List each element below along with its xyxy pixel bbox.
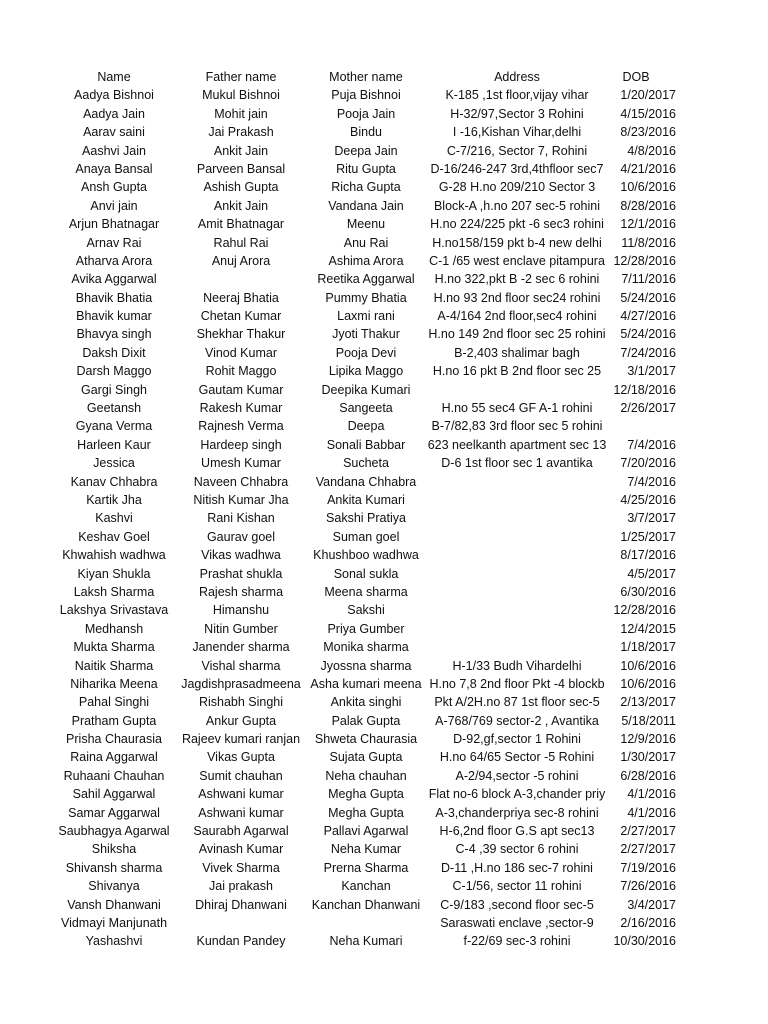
mother-name-cell[interactable]: Pummy Bhatia <box>325 290 407 305</box>
dob-cell[interactable]: 1/20/2017 <box>620 88 676 103</box>
name-cell[interactable]: Medhansh <box>84 621 144 636</box>
mother-name-cell[interactable]: Sakshi <box>347 603 385 618</box>
name-cell[interactable]: Geetansh <box>86 401 142 416</box>
dob-cell[interactable]: 4/25/2016 <box>620 492 676 507</box>
name-cell[interactable]: Aadya Jain <box>83 106 145 121</box>
table-row <box>0 234 768 252</box>
dob-cell[interactable]: 8/17/2016 <box>620 548 676 563</box>
mother-name-cell[interactable]: Khushboo wadhwa <box>313 548 419 563</box>
mother-name-cell[interactable]: Shweta Chaurasia <box>314 732 418 747</box>
name-cell[interactable]: Gargi Singh <box>80 382 147 397</box>
table-row <box>0 473 768 491</box>
table-row <box>0 197 768 215</box>
address-cell[interactable]: G-28 H.no 209/210 Sector 3 <box>438 180 596 195</box>
table-row <box>0 712 768 730</box>
dob-cell[interactable]: 10/6/2016 <box>620 180 676 195</box>
father-name-cell[interactable]: Chetan Kumar <box>200 309 282 324</box>
father-name-cell[interactable]: Prashat shukla <box>199 566 283 581</box>
dob-cell[interactable]: 12/28/2016 <box>613 603 676 618</box>
dob-cell[interactable]: 2/16/2016 <box>620 915 676 930</box>
table-row <box>0 785 768 803</box>
mother-name-cell[interactable]: Laxmi rani <box>337 309 395 324</box>
name-cell[interactable]: Yashashvi <box>85 934 143 949</box>
address-cell[interactable] <box>426 601 608 619</box>
father-name-cell[interactable]: Vikas Gupta <box>207 750 275 765</box>
name-cell[interactable]: Samar Aggarwal <box>68 805 160 820</box>
father-name-cell[interactable]: Rani Kishan <box>207 511 275 526</box>
dob-cell[interactable] <box>608 417 676 435</box>
father-name-cell[interactable]: Vikas wadhwa <box>201 548 281 563</box>
address-cell[interactable]: D-16/246-247 3rd,4thfloor sec7 <box>430 161 604 176</box>
mother-name-cell[interactable]: Ritu Gupta <box>336 161 396 176</box>
table-row <box>0 546 768 564</box>
mother-name-cell[interactable]: Kanchan Dhanwani <box>311 897 421 912</box>
dob-cell[interactable]: 12/18/2016 <box>613 382 676 397</box>
address-cell[interactable]: B-2,403 shalimar bagh <box>454 345 580 360</box>
table-row <box>0 804 768 822</box>
address-cell[interactable]: C-1 /65 west enclave pitampura <box>429 253 605 268</box>
mother-name-cell[interactable]: Sucheta <box>343 456 389 471</box>
father-name-cell[interactable]: Nitin Gumber <box>204 621 278 636</box>
address-cell[interactable]: K-185 ,1st floor,vijay vihar <box>445 88 589 103</box>
father-name-cell[interactable]: Rahul Rai <box>213 235 269 250</box>
mother-name-cell[interactable]: Asha kumari meena <box>310 676 422 691</box>
address-cell[interactable]: H.no 224/225 pkt -6 sec3 rohini <box>430 217 604 232</box>
name-cell[interactable]: Anaya Bansal <box>75 161 153 176</box>
header-dob[interactable]: DOB <box>622 70 650 84</box>
header-mother-name[interactable]: Mother name <box>329 70 403 84</box>
name-cell[interactable]: Aadya Bishnoi <box>74 88 154 103</box>
father-name-cell[interactable]: Naveen Chhabra <box>193 474 289 489</box>
father-name-cell[interactable]: Neeraj Bhatia <box>203 290 279 305</box>
name-cell[interactable]: Khwahish wadhwa <box>62 548 166 563</box>
dob-cell[interactable]: 3/4/2017 <box>627 897 676 912</box>
father-name-cell[interactable]: Mohit jain <box>214 106 268 121</box>
name-cell[interactable]: Harleen Kaur <box>77 437 151 452</box>
address-cell[interactable]: H.no158/159 pkt b-4 new delhi <box>432 235 602 250</box>
table-row <box>0 289 768 307</box>
dob-cell[interactable]: 8/28/2016 <box>620 198 676 213</box>
dob-cell[interactable]: 7/24/2016 <box>620 345 676 360</box>
father-name-cell[interactable]: Gautam Kumar <box>198 382 284 397</box>
father-name-cell[interactable]: Ashwani kumar <box>198 805 284 820</box>
mother-name-cell[interactable]: Megha Gupta <box>328 805 404 820</box>
father-name-cell[interactable]: Janender sharma <box>192 640 290 655</box>
table-row <box>0 105 768 123</box>
mother-name-cell[interactable]: Lipika Maggo <box>328 364 404 379</box>
name-cell[interactable]: Prisha Chaurasia <box>66 732 162 747</box>
table-row <box>0 436 768 454</box>
address-cell[interactable]: f-22/69 sec-3 rohini <box>463 934 571 949</box>
dob-cell[interactable]: 7/19/2016 <box>620 860 676 875</box>
address-cell[interactable]: Pkt A/2H.no 87 1st floor sec-5 <box>434 695 600 710</box>
table-row <box>0 86 768 104</box>
table-row <box>0 215 768 233</box>
table-row <box>0 417 768 435</box>
mother-name-cell[interactable]: Ankita singhi <box>330 695 402 710</box>
address-cell[interactable]: C-7/216, Sector 7, Rohini <box>446 143 588 158</box>
address-cell[interactable]: A-4/164 2nd floor,sec4 rohini <box>437 309 597 324</box>
name-cell[interactable]: Naitik Sharma <box>74 658 154 673</box>
address-cell[interactable]: H.no 7,8 2nd floor Pkt -4 blockb <box>429 676 605 691</box>
table-row <box>0 748 768 766</box>
father-name-cell[interactable]: Rishabh Singhi <box>198 695 284 710</box>
dob-cell[interactable]: 10/6/2016 <box>620 676 676 691</box>
address-cell[interactable]: I -16,Kishan Vihar,delhi <box>452 125 582 140</box>
address-cell[interactable] <box>426 546 608 564</box>
address-cell[interactable]: Saraswati enclave ,sector-9 <box>440 915 594 930</box>
father-name-cell[interactable]: Rajesh sharma <box>198 584 284 599</box>
table-row <box>0 491 768 509</box>
father-name-cell[interactable]: Ankit Jain <box>213 143 269 158</box>
table-row <box>0 932 768 950</box>
mother-name-cell[interactable]: Vandana Jain <box>328 198 404 213</box>
father-name-cell[interactable]: Hardeep singh <box>200 437 282 452</box>
father-name-cell[interactable]: Vishal sharma <box>201 658 281 673</box>
father-name-cell[interactable]: Saurabh Agarwal <box>193 824 289 839</box>
dob-cell[interactable]: 5/24/2016 <box>620 290 676 305</box>
name-cell[interactable]: Mukta Sharma <box>73 640 155 655</box>
mother-name-cell[interactable]: Megha Gupta <box>328 787 404 802</box>
father-name-cell[interactable]: Jagdishprasadmeena <box>181 676 301 691</box>
address-cell[interactable]: H.no 322,pkt B -2 sec 6 rohini <box>434 272 600 287</box>
table-row <box>0 160 768 178</box>
header-address[interactable]: Address <box>494 70 540 84</box>
header-row <box>0 68 768 86</box>
mother-name-cell[interactable]: Sonali Babbar <box>326 437 406 452</box>
address-cell[interactable]: B-7/82,83 3rd floor sec 5 rohini <box>431 419 603 434</box>
table-row <box>0 638 768 656</box>
mother-name-cell[interactable]: Priya Gumber <box>327 621 405 636</box>
table-row <box>0 877 768 895</box>
address-cell[interactable]: D-11 ,H.no 186 sec-7 rohini <box>441 860 593 875</box>
mother-name-cell[interactable]: Deepa Jain <box>334 143 398 158</box>
dob-cell[interactable]: 6/30/2016 <box>620 584 676 599</box>
table-row <box>0 840 768 858</box>
dob-cell[interactable]: 12/1/2016 <box>620 217 676 232</box>
dob-cell[interactable]: 2/26/2017 <box>620 401 676 416</box>
name-cell[interactable]: Bhavik kumar <box>76 309 152 324</box>
address-cell[interactable]: H.no 149 2nd floor sec 25 rohini <box>428 327 606 342</box>
dob-cell[interactable]: 10/30/2016 <box>613 934 676 949</box>
father-name-cell[interactable]: Amit Bhatnagar <box>197 217 285 232</box>
address-cell[interactable] <box>426 473 608 491</box>
table-row <box>0 675 768 693</box>
address-cell[interactable] <box>426 565 608 583</box>
address-cell[interactable] <box>426 491 608 509</box>
name-cell[interactable]: Darsh Maggo <box>76 364 152 379</box>
address-cell[interactable]: 623 neelkanth apartment sec 13 <box>427 437 607 452</box>
dob-cell[interactable]: 4/1/2016 <box>627 787 676 802</box>
mother-name-cell[interactable]: Jyoti Thakur <box>332 327 400 342</box>
father-name-cell[interactable]: Jai Prakash <box>208 125 274 140</box>
mother-name-cell[interactable]: Pooja Jain <box>336 106 396 121</box>
mother-name-cell[interactable]: Richa Gupta <box>331 180 401 195</box>
address-cell[interactable]: A-768/769 sector-2 , Avantika <box>435 713 599 728</box>
address-cell[interactable]: A-3,chanderpriya sec-8 rohini <box>435 805 599 820</box>
mother-name-cell[interactable]: Prerna Sharma <box>323 860 409 875</box>
mother-name-cell[interactable]: Neha Kumar <box>330 842 402 857</box>
table-row <box>0 399 768 417</box>
address-cell[interactable]: H-1/33 Budh Vihardelhi <box>452 658 582 673</box>
data-rows <box>0 86 768 950</box>
mother-name-cell[interactable]: Neha chauhan <box>325 768 407 783</box>
father-name-cell[interactable]: Gaurav goel <box>206 529 276 544</box>
name-cell[interactable]: Bhavya singh <box>76 327 152 342</box>
table-row <box>0 454 768 472</box>
dob-cell[interactable]: 4/15/2016 <box>620 106 676 121</box>
father-name-cell[interactable]: Vinod Kumar <box>204 345 278 360</box>
name-cell[interactable]: Laksh Sharma <box>73 584 155 599</box>
name-cell[interactable]: Shiksha <box>91 842 137 857</box>
header-name[interactable]: Name <box>97 70 131 84</box>
father-name-cell[interactable]: Jai prakash <box>209 879 273 894</box>
mother-name-cell[interactable]: Sakshi Pratiya <box>326 511 406 526</box>
name-cell[interactable]: Ruhaani Chauhan <box>63 768 165 783</box>
dob-cell[interactable]: 2/27/2017 <box>620 824 676 839</box>
name-cell[interactable]: Saubhagya Agarwal <box>58 824 170 839</box>
mother-name-cell[interactable]: Kanchan <box>341 879 391 894</box>
mother-name-cell[interactable]: Pooja Devi <box>335 345 397 360</box>
father-name-cell[interactable]: Ashish Gupta <box>203 180 279 195</box>
father-name-cell[interactable]: Ankit Jain <box>213 198 269 213</box>
dob-cell[interactable]: 7/26/2016 <box>620 879 676 894</box>
father-name-cell[interactable]: Rajnesh Verma <box>198 419 284 434</box>
father-name-cell[interactable]: Rohit Maggo <box>205 364 277 379</box>
name-cell[interactable]: Kartik Jha <box>86 492 142 507</box>
name-cell[interactable]: Arnav Rai <box>86 235 142 250</box>
address-cell[interactable] <box>426 638 608 656</box>
name-cell[interactable]: Daksh Dixit <box>82 345 146 360</box>
address-cell[interactable]: C-9/183 ,second floor sec-5 <box>440 897 594 912</box>
mother-name-cell[interactable]: Anu Rai <box>343 235 389 250</box>
dob-cell[interactable]: 4/1/2016 <box>627 805 676 820</box>
name-cell[interactable]: Pahal Singhi <box>78 695 150 710</box>
mother-name-cell[interactable]: Sujata Gupta <box>329 750 403 765</box>
table-row <box>0 142 768 160</box>
dob-cell[interactable]: 12/28/2016 <box>613 253 676 268</box>
father-name-cell[interactable]: Anuj Arora <box>211 253 271 268</box>
dob-cell[interactable]: 6/28/2016 <box>620 768 676 783</box>
father-name-cell[interactable]: Nitish Kumar Jha <box>193 492 289 507</box>
father-name-cell[interactable] <box>178 270 304 288</box>
name-cell[interactable]: Keshav Goel <box>78 529 150 544</box>
address-cell[interactable]: H.no 55 sec4 GF A-1 rohini <box>441 401 593 416</box>
table-row <box>0 620 768 638</box>
name-cell[interactable]: Kanav Chhabra <box>70 474 158 489</box>
name-cell[interactable]: Jessica <box>93 456 135 471</box>
address-cell[interactable]: H-6,2nd floor G.S apt sec13 <box>439 824 595 839</box>
address-cell[interactable]: H.no 64/65 Sector -5 Rohini <box>439 750 595 765</box>
header-father-name[interactable]: Father name <box>205 70 277 84</box>
mother-name-cell[interactable]: Jyossna sharma <box>320 658 412 673</box>
father-name-cell[interactable]: Mukul Bishnoi <box>202 88 280 103</box>
name-cell[interactable]: Shivansh sharma <box>65 860 163 875</box>
name-cell[interactable]: Vansh Dhanwani <box>67 897 161 912</box>
dob-cell[interactable]: 4/21/2016 <box>620 161 676 176</box>
mother-name-cell[interactable]: Sangeeta <box>339 401 393 416</box>
name-cell[interactable]: Avika Aggarwal <box>71 272 157 287</box>
mother-name-cell[interactable]: Sonal sukla <box>333 566 399 581</box>
table-row <box>0 270 768 288</box>
dob-cell[interactable]: 12/9/2016 <box>620 732 676 747</box>
mother-name-cell[interactable]: Suman goel <box>332 529 400 544</box>
dob-cell[interactable]: 1/25/2017 <box>620 529 676 544</box>
address-cell[interactable]: H-32/97,Sector 3 Rohini <box>450 106 584 121</box>
dob-cell[interactable]: 5/24/2016 <box>620 327 676 342</box>
mother-name-cell[interactable]: Monika sharma <box>323 640 409 655</box>
name-cell[interactable]: Atharva Arora <box>75 253 153 268</box>
table-row <box>0 325 768 343</box>
address-cell[interactable] <box>426 381 608 399</box>
dob-cell[interactable]: 2/27/2017 <box>620 842 676 857</box>
father-name-cell[interactable]: Avinash Kumar <box>198 842 284 857</box>
mother-name-cell[interactable] <box>304 914 428 932</box>
address-cell[interactable]: H.no 93 2nd floor sec24 rohini <box>433 290 601 305</box>
name-cell[interactable]: Anvi jain <box>90 198 138 213</box>
dob-cell[interactable]: 2/13/2017 <box>620 695 676 710</box>
mother-name-cell[interactable]: Neha Kumari <box>329 934 403 949</box>
father-name-cell[interactable]: Rakesh Kumar <box>199 401 283 416</box>
mother-name-cell[interactable]: Palak Gupta <box>331 713 401 728</box>
address-cell[interactable]: C-1/56, sector 11 rohini <box>452 879 582 894</box>
name-cell[interactable]: Shivanya <box>88 879 140 894</box>
table-row <box>0 307 768 325</box>
table-row <box>0 123 768 141</box>
address-cell[interactable]: A-2/94,sector -5 rohini <box>455 768 579 783</box>
table-row <box>0 896 768 914</box>
table-row <box>0 178 768 196</box>
father-name-cell[interactable]: Parveen Bansal <box>196 161 286 176</box>
father-name-cell[interactable]: Vivek Sharma <box>202 860 280 875</box>
name-cell[interactable]: Aashvi Jain <box>82 143 146 158</box>
name-cell[interactable]: Arjun Bhatnagar <box>68 217 160 232</box>
mother-name-cell[interactable]: Ankita Kumari <box>327 492 405 507</box>
table-row <box>0 381 768 399</box>
address-cell[interactable] <box>426 620 608 638</box>
mother-name-cell[interactable]: Ashima Arora <box>328 253 404 268</box>
father-name-cell[interactable]: Umesh Kumar <box>201 456 281 471</box>
father-name-cell[interactable]: Dhiraj Dhanwani <box>195 897 287 912</box>
dob-cell[interactable]: 7/20/2016 <box>620 456 676 471</box>
table-row <box>0 509 768 527</box>
dob-cell[interactable]: 1/30/2017 <box>620 750 676 765</box>
table-row <box>0 583 768 601</box>
father-name-cell[interactable]: Rajeev kumari ranjan <box>181 732 301 747</box>
dob-cell[interactable]: 7/4/2016 <box>627 474 676 489</box>
dob-cell[interactable]: 4/8/2016 <box>627 143 676 158</box>
father-name-cell[interactable]: Sumit chauhan <box>199 768 283 783</box>
table-row <box>0 767 768 785</box>
mother-name-cell[interactable]: Bindu <box>350 125 382 140</box>
address-cell[interactable]: D-92,gf,sector 1 Rohini <box>453 732 581 747</box>
dob-cell[interactable]: 1/18/2017 <box>620 640 676 655</box>
name-cell[interactable]: Sahil Aggarwal <box>72 787 156 802</box>
address-cell[interactable] <box>426 528 608 546</box>
address-cell[interactable]: D-6 1st floor sec 1 avantika <box>441 456 593 471</box>
table-row <box>0 657 768 675</box>
name-cell[interactable]: Pratham Gupta <box>71 713 157 728</box>
name-cell[interactable]: Ansh Gupta <box>80 180 147 195</box>
name-cell[interactable]: Kiyan Shukla <box>77 566 151 581</box>
address-cell[interactable]: Flat no-6 block A-3,chander priy <box>428 787 606 802</box>
table-row <box>0 822 768 840</box>
mother-name-cell[interactable]: Puja Bishnoi <box>331 88 401 103</box>
table-row <box>0 693 768 711</box>
father-name-cell[interactable]: Shekhar Thakur <box>196 327 286 342</box>
table-row <box>0 362 768 380</box>
father-name-cell[interactable]: Kundan Pandey <box>196 934 286 949</box>
dob-cell[interactable]: 7/11/2016 <box>621 272 676 287</box>
dob-cell[interactable]: 4/27/2016 <box>620 309 676 324</box>
dob-cell[interactable]: 3/7/2017 <box>627 511 676 526</box>
address-cell[interactable]: C-4 ,39 sector 6 rohini <box>455 842 579 857</box>
mother-name-cell[interactable]: Reetika Aggarwal <box>317 272 415 287</box>
table-row <box>0 528 768 546</box>
address-cell[interactable]: Block-A ,h.no 207 sec-5 rohini <box>433 198 601 213</box>
father-name-cell[interactable]: Ashwani kumar <box>198 787 284 802</box>
mother-name-cell[interactable]: Meenu <box>346 217 386 232</box>
dob-cell[interactable]: 12/4/2015 <box>620 621 676 636</box>
name-cell[interactable]: Niharika Meena <box>70 676 158 691</box>
table-row <box>0 914 768 932</box>
name-cell[interactable]: Raina Aggarwal <box>70 750 158 765</box>
mother-name-cell[interactable]: Meena sharma <box>324 584 408 599</box>
name-cell[interactable]: Kashvi <box>95 511 133 526</box>
name-cell[interactable]: Bhavik Bhatia <box>75 290 153 305</box>
address-cell[interactable] <box>426 583 608 601</box>
mother-name-cell[interactable]: Deepika Kumari <box>321 382 411 397</box>
name-cell[interactable]: Lakshya Srivastava <box>59 603 169 618</box>
dob-cell[interactable]: 5/18/2011 <box>621 713 676 728</box>
name-cell[interactable]: Gyana Verma <box>75 419 153 434</box>
table-row <box>0 565 768 583</box>
table-row <box>0 730 768 748</box>
address-cell[interactable]: H.no 16 pkt B 2nd floor sec 25 <box>432 364 602 379</box>
father-name-cell[interactable] <box>178 914 304 932</box>
father-name-cell[interactable]: Himanshu <box>212 603 270 618</box>
dob-cell[interactable]: 11/8/2016 <box>621 235 676 250</box>
table-row <box>0 601 768 619</box>
dob-cell[interactable]: 10/6/2016 <box>620 658 676 673</box>
table-row <box>0 344 768 362</box>
table-row <box>0 252 768 270</box>
address-cell[interactable] <box>426 509 608 527</box>
spreadsheet <box>0 68 768 951</box>
dob-cell[interactable]: 4/5/2017 <box>627 566 676 581</box>
mother-name-cell[interactable]: Pallavi Agarwal <box>323 824 409 839</box>
mother-name-cell[interactable]: Vandana Chhabra <box>315 474 417 489</box>
name-cell[interactable]: Vidmayi Manjunath <box>60 915 168 930</box>
mother-name-cell[interactable]: Deepa <box>347 419 385 434</box>
father-name-cell[interactable]: Ankur Gupta <box>205 713 277 728</box>
dob-cell[interactable]: 8/23/2016 <box>620 125 676 140</box>
table-row <box>0 859 768 877</box>
dob-cell[interactable]: 3/1/2017 <box>627 364 676 379</box>
dob-cell[interactable]: 7/4/2016 <box>627 437 676 452</box>
name-cell[interactable]: Aarav saini <box>83 125 145 140</box>
